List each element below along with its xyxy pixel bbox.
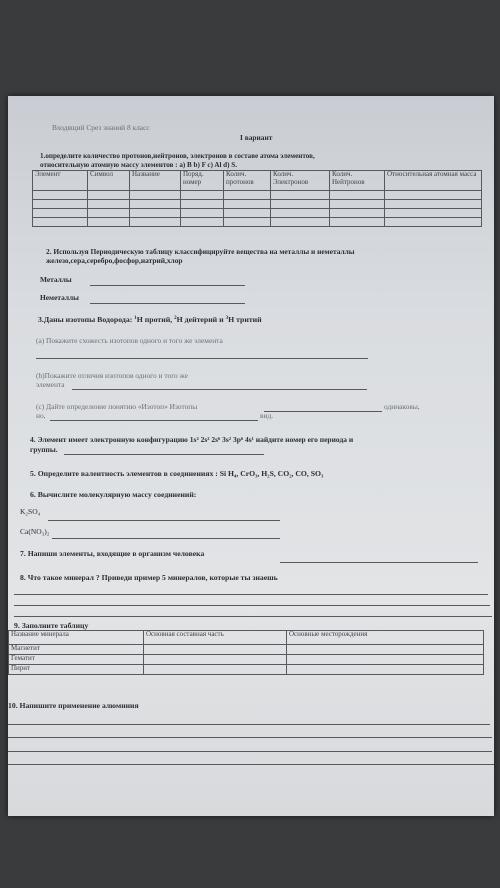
q1-col-mass: Относительная атомная масса [385,171,482,191]
q4-text-line1: 4. Элемент имеет электронную конфигурацию 1s² 2s² 2s⁶ 3s² 3p⁶ 4s¹ найдите номер его периода и [30,435,354,444]
q3-b-answer-line[interactable] [72,389,367,390]
table-row [33,191,482,200]
q6-compound-2: Ca(NO₃)₂ [20,527,50,536]
table-row [33,218,482,227]
q6-answer-line-1[interactable] [48,520,280,521]
q6-text: 6. Вычислите молекулярную массу соединений: [30,490,197,499]
q3-title: 3.Даны изотопы Водорода: $^1$Н протий, $^2$Н дейтерий и $^3$Н тритий [38,315,262,324]
q1-col-element: Элемент [33,171,88,191]
q2-metals-label: Металлы [40,275,72,284]
q7-answer-line[interactable] [280,562,478,563]
table-row [33,209,482,218]
q2-metals-answer-line[interactable] [90,285,245,286]
q3-part-c-end2: вид. [260,411,274,420]
q2-nonmetals-label: Неметаллы [40,293,79,302]
table-row [9,645,484,655]
worksheet-title: Входящий Срез знаний 8 класс [52,123,150,132]
q8-answer-line-3[interactable] [14,616,492,617]
q9-row-mineral: Магнетит [9,645,144,655]
table-row [9,655,484,665]
q10-answer-line-1[interactable] [8,724,490,725]
q1-col-name: Название [130,171,181,191]
q6-answer-line-2[interactable] [52,538,280,539]
q9-col-mineral: Название минерала [9,631,144,645]
q9-text: 9. Заполните таблицу [14,621,89,630]
q3-part-c-end1: одинаковы, [384,402,420,411]
q1-col-symbol: Символ [88,171,130,191]
q2-text-line2: железо,сера,серебро,фосфор,натрий,хлор [46,256,183,265]
q9-col-deposits: Основные месторождения [287,631,484,645]
q9-col-component: Основная составная часть [144,631,287,645]
q1-text-line1: 1.определите количество протонов,нейтронов, электронов в составе атома элементов, [40,152,315,160]
q5-text: 5. Определите валентность элементов в соединениях : Si H₄, CrO₃, H₂S, CO₂, CO, SO₃ [30,469,324,478]
q8-answer-line-1[interactable] [14,594,488,595]
q9-row-mineral: Пирит [9,665,144,675]
q3-part-b-line1: (b)Покажите отличия изотопов одного и того же [36,371,188,380]
q9-row-mineral: Гематит [9,655,144,665]
q3-c-answer-line1[interactable] [264,411,382,412]
q3-part-b-line2: элемента [36,380,65,389]
variant-label: I вариант [240,133,273,142]
q1-text-line2: относительную атомную массу элементов : а) В b) F c) Al d) S. [40,161,237,169]
q4-answer-line[interactable] [64,454,264,455]
q3-part-a: (a) Покажите схожесть изотопов одного и того же элемента [36,336,223,345]
q6-compound-1: K₂SO₄ [20,507,41,516]
q1-col-electrons: Колич. Электронов [271,171,330,191]
q3-part-c-line1: (c) Дайте определение понятию «Изотоп» Изотопы [36,402,198,411]
q8-answer-line-2[interactable] [14,605,490,606]
q2-nonmetals-answer-line[interactable] [90,303,245,304]
q10-text: 10. Напишите применение алюминия [8,701,139,710]
q1-col-protons: Колич. протонов [224,171,271,191]
q1-col-number: Поряд. номер [181,171,224,191]
q3-a-answer-line[interactable] [36,358,368,359]
q8-text: 8. Что такое минерал ? Приведи пример 5 минералов, которые ты знаешь [20,573,278,582]
q4-text-line2: группы. [30,445,58,454]
q10-answer-line-2[interactable] [8,737,492,738]
q3-part-c-line2: но, [36,411,46,420]
table-row [33,200,482,209]
q9-table [8,630,484,675]
q10-answer-line-3[interactable] [8,751,492,752]
q1-table [32,170,482,227]
q1-col-neutrons: Колич. Нейтронов [330,171,385,191]
q7-text: 7. Напиши элементы, входящие в организм человека [20,549,205,558]
worksheet-page [8,96,494,816]
table-row [9,665,484,675]
q10-answer-line-4[interactable] [8,764,494,765]
q3-c-answer-line2[interactable] [50,420,258,421]
q2-text-line1: 2. Используя Периодическую таблицу классифицируйте вещества на металлы и неметаллы [46,247,355,256]
